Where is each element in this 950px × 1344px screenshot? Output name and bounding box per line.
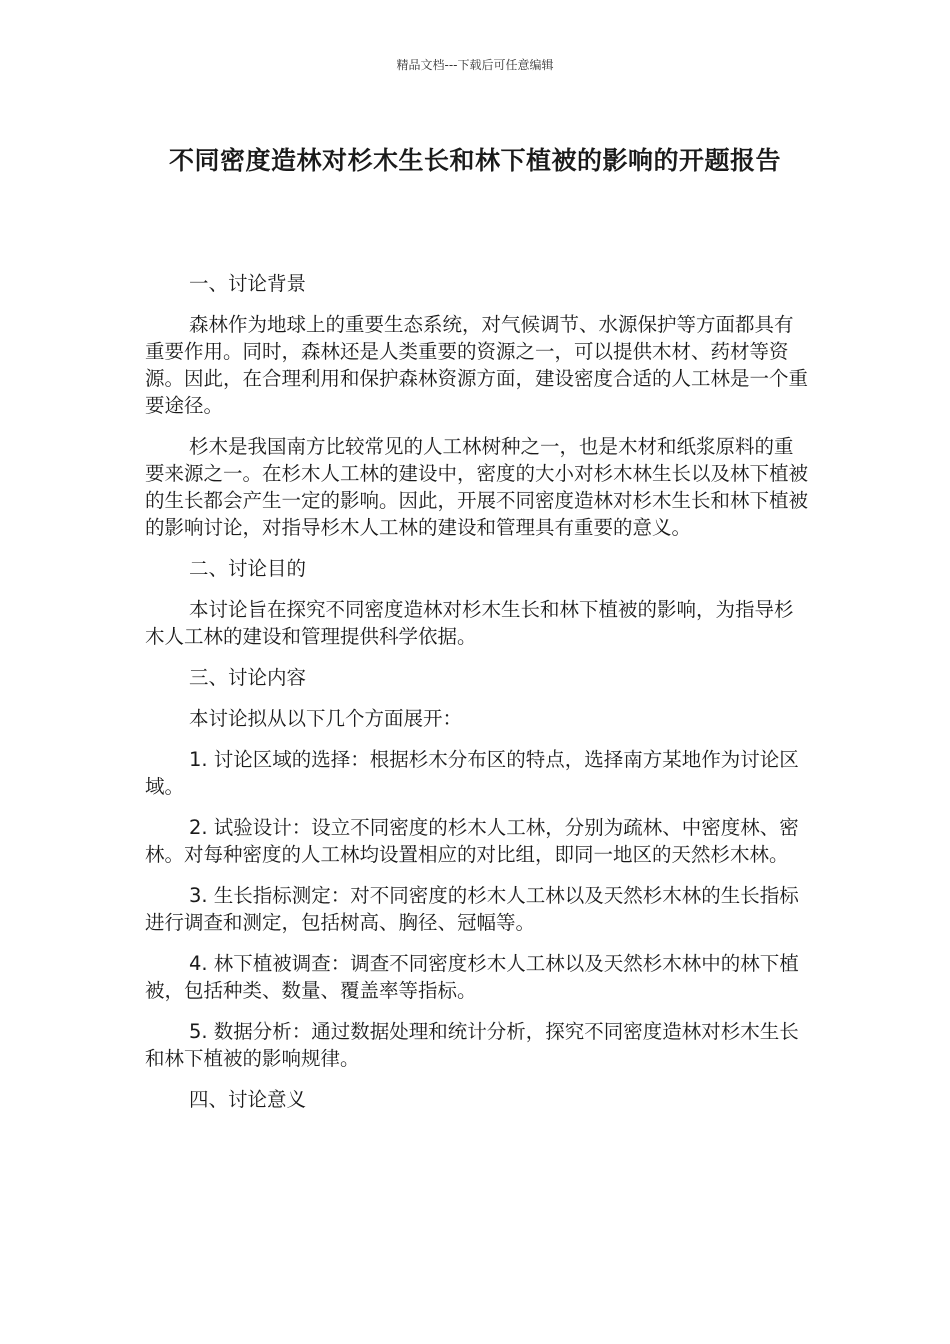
paragraph: 森林作为地球上的重要生态系统，对气候调节、水源保护等方面都具有重要作用。同时，森林还是人类重要的资源之一，可以提供木材、药材等资源。因此，在合理利用和保护森林资源方面，建设密度合适的人工林是一个重要途径。 bbox=[145, 313, 809, 417]
section-heading-purpose: 二、讨论目的 bbox=[189, 557, 307, 580]
document-body bbox=[145, 270, 810, 1127]
list-item: 2. 试验设计：设立不同密度的杉木人工林，分别为疏林、中密度林、密林。对每种密度的人工林均设置相应的对比组，即同一地区的天然杉木林。 bbox=[145, 816, 799, 866]
list-item: 3. 生长指标测定：对不同密度的杉木人工林以及天然杉木林的生长指标进行调查和测定，包括树高、胸径、冠幅等。 bbox=[145, 884, 799, 934]
paragraph: 本讨论旨在探究不同密度造林对杉木生长和林下植被的影响，为指导杉木人工林的建设和管理提供科学依据。 bbox=[145, 598, 794, 648]
document-title: 不同密度造林对杉木生长和林下植被的影响的开题报告 bbox=[168, 146, 781, 175]
paragraph: 杉木是我国南方比较常见的人工林树种之一，也是木材和纸浆原料的重要来源之一。在杉木人工林的建设中，密度的大小对杉木林生长以及林下植被的生长都会产生一定的影响。因此，开展不同密度造林对杉木生长和林下植被的影响讨论，对指导杉木人工林的建设和管理具有重要的意义。 bbox=[145, 435, 809, 539]
section-heading-content: 三、讨论内容 bbox=[189, 666, 307, 689]
section-heading-background: 一、讨论背景 bbox=[189, 272, 307, 295]
paragraph: 本讨论拟从以下几个方面展开： bbox=[189, 707, 463, 730]
list-item: 4. 林下植被调查：调查不同密度杉木人工林以及天然杉木林中的林下植被，包括种类、数量、覆盖率等指标。 bbox=[145, 952, 799, 1002]
section-heading-significance: 四、讨论意义 bbox=[189, 1088, 307, 1111]
list-item: 5. 数据分析：通过数据处理和统计分析，探究不同密度造林对杉木生长和林下植被的影响规律。 bbox=[145, 1020, 799, 1070]
list-item: 1. 讨论区域的选择：根据杉木分布区的特点，选择南方某地作为讨论区域。 bbox=[145, 748, 799, 798]
page-header: 精品文档---下载后可任意编辑 bbox=[396, 58, 554, 72]
